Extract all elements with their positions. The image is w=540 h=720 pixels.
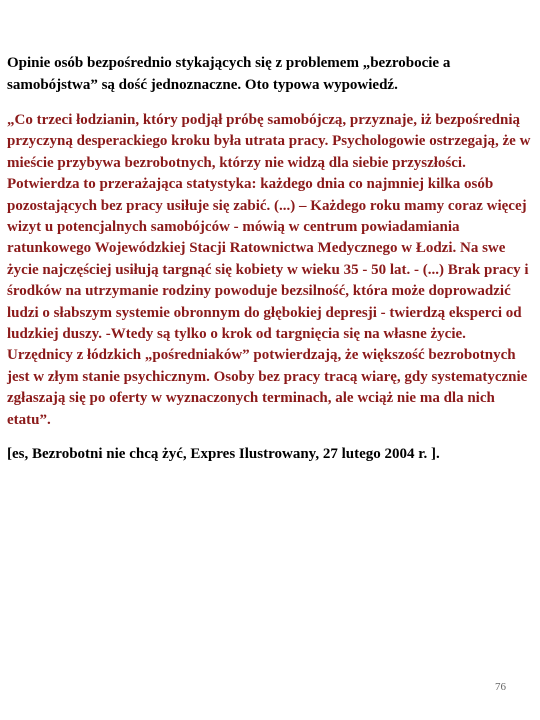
source-citation: [es, Bezrobotni nie chcą żyć, Expres Ilustrowany, 27 lutego 2004 r. ]. [7, 446, 440, 463]
quote-paragraph: „Co trzeci łodzianin, który podjął próbę samobójczą, przyznaje, iż bezpośrednią przyczyną desperackiego kroku była utrata pracy. Psychologowie ostrzegają, że w mieście przybywa bezrobotnych, którzy nie widzą dla siebie przyszłości. Potwierdza to przerażająca statystyka: każdego dnia co najmniej kilka osób pozostających bez pracy usiłuje się zabić. (...) – Każdego roku mamy coraz więcej wizyt u potencjalnych samobójców - mówią w centrum powiadamiania ratunkowego Wojewódzkiej Stacji Ratownictwa Medycznego w Łodzi. Na swe życie najczęściej usiłują targnąć się kobiety w wieku 35 - 50 lat. - (...) Brak pracy i środków na utrzymanie rodziny powoduje bezsilność, która może doprowadzić ludzi o słabszym systemie obronnym do głębokiej depresji - twierdzą eksperci od ludzkiej duszy. -Wtedy są tylko o krok od targnięcia się na własne życie. Urzędnicy z łódzkich „pośredniaków” potwierdzają, że większość bezrobotnych jest w złym stanie psychicznym. Osoby bez pracy tracą wiarę, gdy systematycznie zgłaszają się po oferty w wyznaczonych terminach, ale wciąż nie ma dla nich etatu”. [7, 112, 531, 428]
document-body [7, 52, 533, 465]
page-number: 76 [495, 681, 506, 693]
intro-paragraph: Opinie osób bezpośrednio stykających się z problemem „bezrobocie a samobójstwa” są dość jednoznaczne. Oto typowa wypowiedź. [7, 55, 451, 93]
